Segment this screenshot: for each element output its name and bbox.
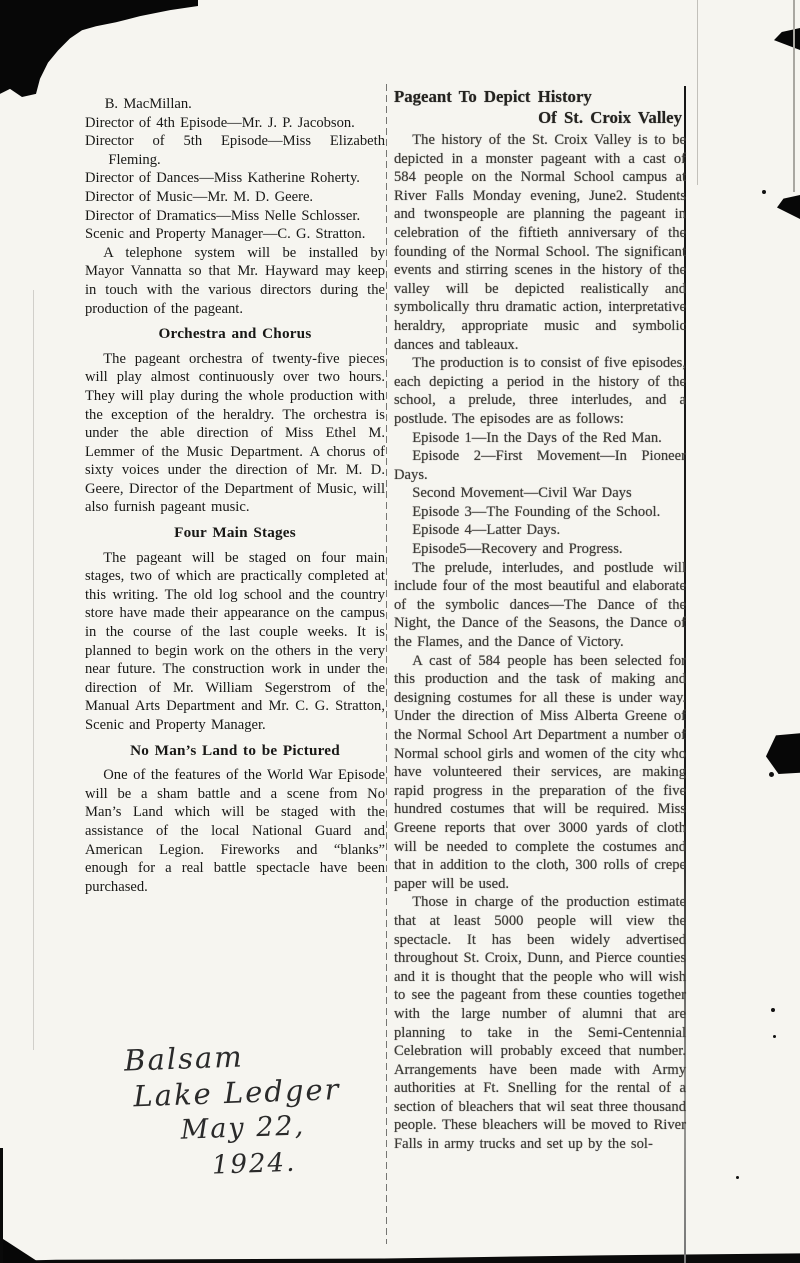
episode-item: Episode 4—Latter Days. (412, 522, 561, 539)
credit-line: B. MacMillan. (104, 96, 192, 112)
ink-speck (762, 190, 766, 194)
headline-line-2: Of St. Croix Valley (538, 108, 682, 127)
left-margin-crease-line (33, 290, 34, 1050)
article-headline (394, 86, 686, 128)
edge-blob-right-upper (774, 28, 800, 50)
edge-blob-right-lower (763, 732, 800, 774)
paragraph-attendance: Those in charge of the production estimate that at least 5000 people will view the spectacle. It has been widely advertised throughout St. Croix, Dunn, and Pierce counties and it is thought that the people who will wish to see the pageant from these counties together with the large number of alumni that are planning to take in the Semi-Centennial Celebration will probably exceed that number. Arrangements have been made with Army authorities at Ft. Snelling for the rental of a section of bleachers that wil seat three thousand people. These bleachers will be moved to River Falls in army trucks and set up by the sol- (394, 894, 686, 1153)
paper-crease-line (697, 0, 698, 185)
torn-corner-blob-top-left (0, 0, 200, 101)
credit-line: Director of Dramatics—Miss Nelle Schlosser. (85, 207, 361, 224)
paragraph-orchestra: The pageant orchestra of twenty-five pieces will play almost continuously over two hours. They will play during the whole production with the exception of the heraldry. The orchestra is under the able direction of Miss Ethel M. Lemmer of the Music Department. A chorus of sixty voices under the direction of Mr. M. D. Geere, Director of the Department of Music, will also furnish pageant music. (85, 350, 385, 516)
paragraph-history: The history of the St. Croix Valley is to be depicted in a monster pageant with a cast of 584 people on the Normal School campus at River Falls Monday evening, June2. Students and twonspeople are planning the pageant in celebration of the fiftieth anniversary of the founding of the Normal School. The significant events and stirring scenes in the history of the valley will be depicted realistically and symbolically thru dramatic action, interpretative heraldry, appropriate music and symbolic dances and tableaux. (394, 132, 686, 353)
credit-line: Director of Dances—Miss Katherine Roherty. (85, 170, 360, 187)
section-heading-orchestra: Orchestra and Chorus (158, 325, 312, 343)
handwriting-line: 1924. (211, 1147, 297, 1181)
handwriting-line: Lake Ledger (132, 1072, 341, 1114)
episode-item: Second Movement—Civil War Days (412, 485, 632, 502)
paragraph-dances: The prelude, interludes, and postlude will include four of the most beautiful and elaborate of the symbolic dances—The Dance of the Night, the Dance of the Seasons, the Dance of the Flames, and the Dance of Victory. (394, 559, 686, 651)
credit-line: Director of Music—Mr. M. D. Geere. (85, 188, 314, 205)
section-heading-no-mans-land: No Man’s Land to be Pictured (130, 741, 340, 759)
handwriting-line: May 22, (180, 1110, 306, 1146)
article-column-left (85, 95, 385, 896)
torn-corner-blob-bottom-left (0, 1237, 40, 1263)
bottom-edge-shadow-bar (0, 1247, 800, 1263)
paragraph-no-mans-land: One of the features of the World War Episode will be a sham battle and a scene from No Man’s Land which will be staged with the assistance of the local National Guard and American Legion. Fireworks and “blanks” enough for a real battle spectacle have been purchased. (85, 767, 385, 895)
credit-line: Scenic and Property Manager—C. G. Stratton. (85, 226, 366, 243)
left-edge-tear-line (0, 1148, 3, 1263)
paragraph-cast: A cast of 584 people has been selected for this production and the task of making and designing costumes for all these is under way. Under the direction of Miss Alberta Greene of the Normal School Art Department a number of Normal school girls and women of the city who have volunteered their services, are making rapid progress in the preparation of the five hundred costumes that will be required. Miss Greene reports that over 3000 yards of cloth will be needed to complete the costumes and that in addition to the cloth, 300 rolls of crepe paper will be used. (394, 652, 686, 892)
credit-line: Director of 5th Episode—Miss Elizabeth Fleming. (85, 133, 385, 168)
right-edge-crease-line (793, 0, 795, 192)
ink-speck (736, 1176, 739, 1179)
edge-blob-right-mid (777, 195, 800, 219)
paragraph-stages: The pageant will be staged on four main stages, two of which are practically completed at this writing. The old log school and the country store have made their appearance on the campus in the course of the last couple weeks. It is planned to begin work on the others in the very near future. The construction work in under the direction of Mr. William Segerstrom of the Manual Arts Department and Mr. C. G. Stratton, Scenic and Property Manager. (85, 549, 385, 733)
paragraph-production: The production is to consist of five episodes, each depicting a period in the history of the school, a prelude, three interludes, and a postlude. The episodes are as follows: (394, 355, 686, 427)
episode-item: Episode 3—The Founding of the School. (412, 503, 661, 520)
episode-item: Episode5—Recovery and Progress. (412, 541, 623, 558)
ink-speck (769, 772, 774, 777)
handwriting-line: Balsam (123, 1039, 245, 1078)
credit-line: Director of 4th Episode—Mr. J. P. Jacobson. (85, 114, 355, 131)
episode-item: Episode 2—First Movement—In Pioneer Days. (394, 448, 686, 483)
ink-speck (773, 1035, 776, 1038)
ink-speck (771, 1008, 775, 1012)
paragraph-telephone: A telephone system will be installed by Mayor Vannatta so that Mr. Hayward may keep in touch with the various directors during the production of the pageant. (85, 244, 385, 317)
section-heading-stages: Four Main Stages (174, 524, 296, 542)
handwritten-source-note (116, 1033, 401, 1187)
episode-item: Episode 1—In the Days of the Red Man. (412, 429, 662, 446)
headline-line-1: Pageant To Depict History (394, 87, 592, 106)
article-column-right (394, 86, 686, 1154)
